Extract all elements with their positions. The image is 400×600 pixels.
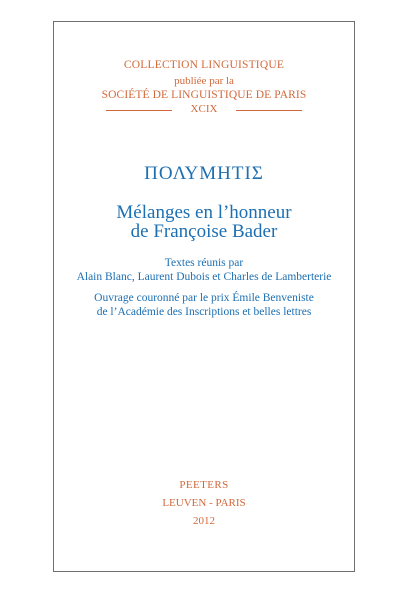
series-number-rule-right bbox=[236, 110, 302, 111]
greek-title: ΠΟΛΥΜΗΤΙΣ bbox=[144, 163, 264, 184]
publisher-name: PEETERS bbox=[179, 479, 229, 491]
editors-names: Alain Blanc, Laurent Dubois et Charles de Lamberterie bbox=[76, 271, 332, 283]
series-title: COLLECTION LINGUISTIQUE bbox=[123, 59, 285, 71]
series-number: XCIX bbox=[190, 103, 218, 115]
publisher-cities: LEUVEN - PARIS bbox=[162, 497, 246, 509]
series-subtitle: publiée par la bbox=[174, 75, 234, 87]
book-title-line-1: Mélanges en l’honneur bbox=[116, 202, 292, 223]
award-line-1: Ouvrage couronné par le prix Émile Benveniste bbox=[94, 292, 314, 304]
book-title-line-2: de Françoise Bader bbox=[130, 221, 278, 242]
series-society: SOCIÉTÉ DE LINGUISTIQUE DE PARIS bbox=[101, 89, 307, 101]
publication-year: 2012 bbox=[193, 515, 215, 527]
book-cover bbox=[53, 21, 355, 572]
editors-label: Textes réunis par bbox=[164, 257, 244, 269]
award-line-2: de l’Académie des Inscriptions et belles lettres bbox=[96, 306, 312, 318]
